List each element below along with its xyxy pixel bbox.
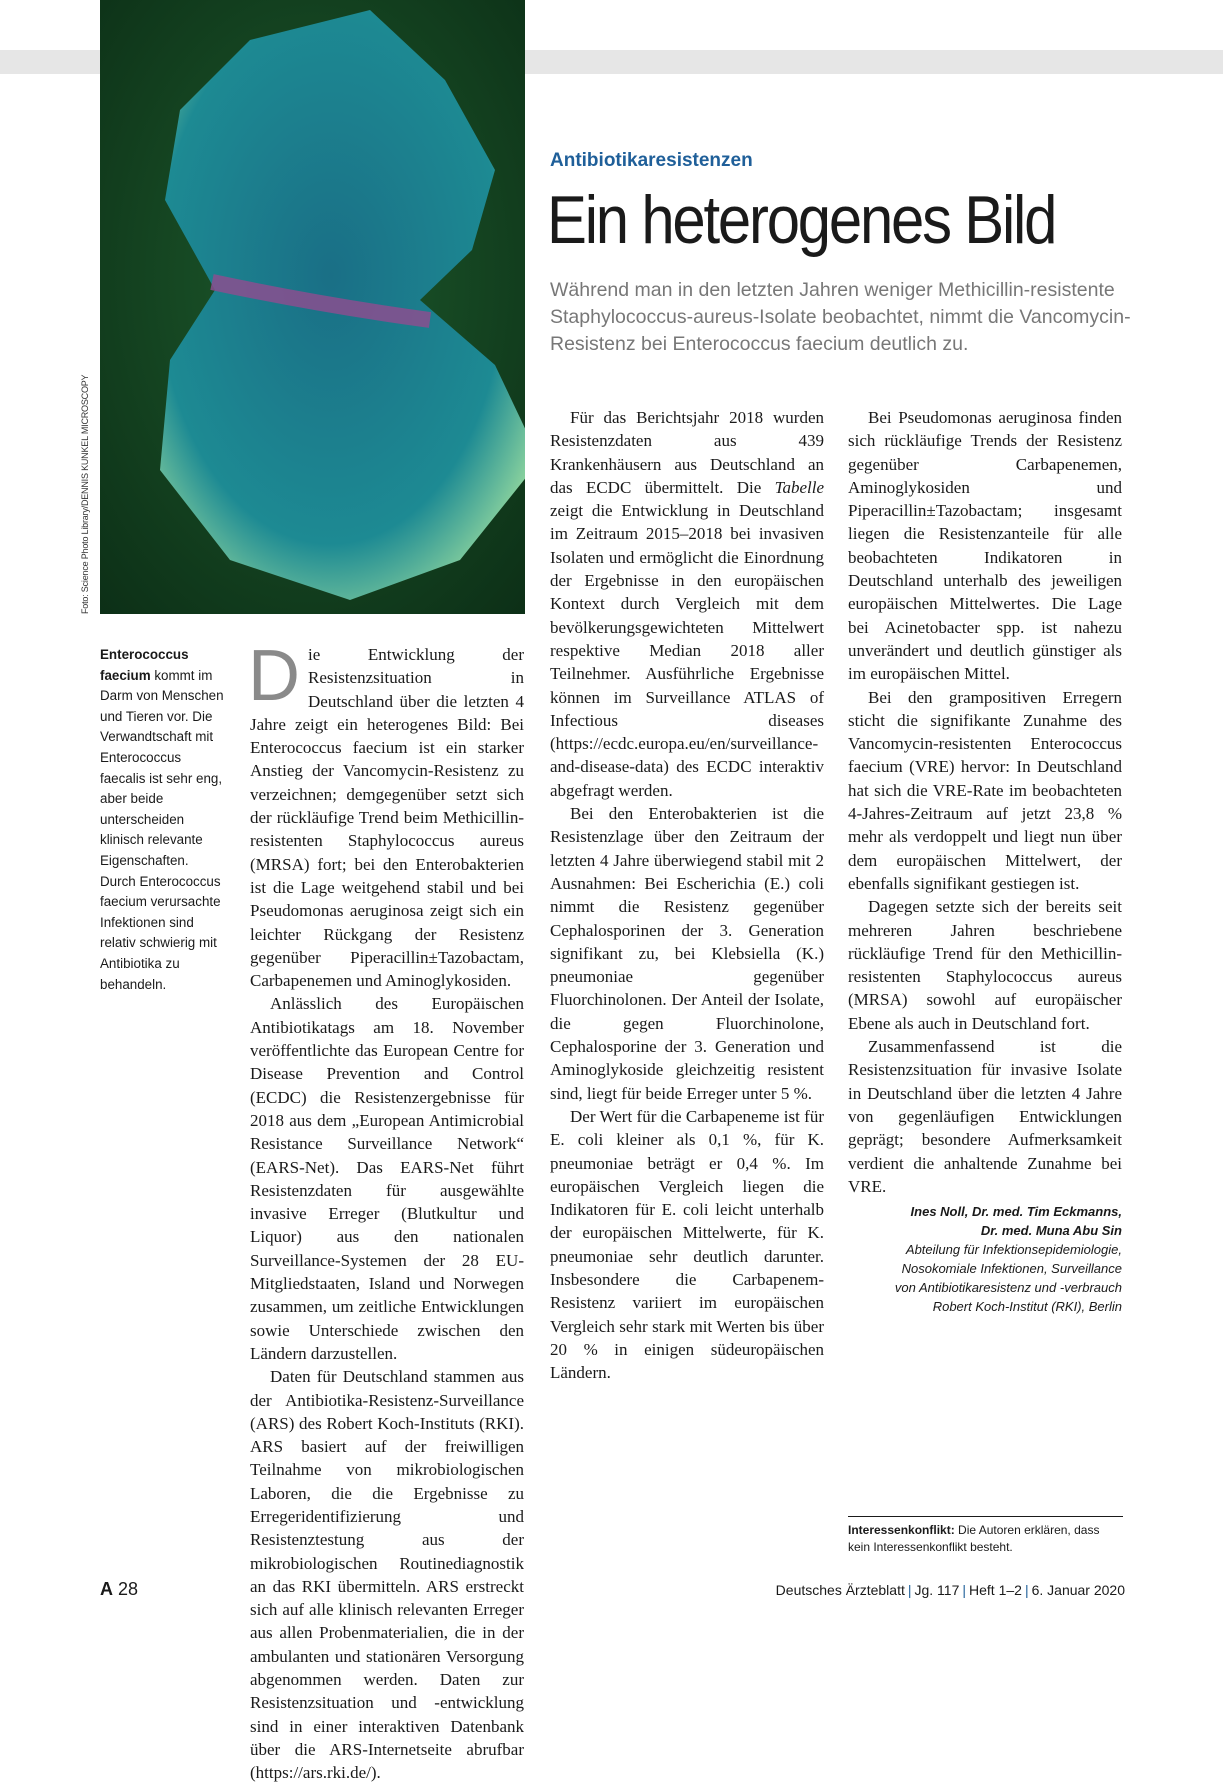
header-band-left bbox=[0, 50, 100, 74]
page-digits: 28 bbox=[118, 1579, 139, 1599]
journal-volume: Jg. 117 bbox=[914, 1582, 960, 1598]
conflict-of-interest bbox=[848, 1522, 1123, 1556]
article-kicker: Antibiotikaresistenzen bbox=[550, 150, 753, 171]
article-column-2 bbox=[550, 406, 824, 1384]
journal-issue: Heft 1–2 bbox=[969, 1582, 1022, 1598]
coi-divider bbox=[848, 1516, 1123, 1517]
paragraph-enterobakterien: Bei den Enterobakterien ist die Resistenzlage über den Zeitraum der letzten 4 Jahre überwiegend stabil mit 2 Ausnahmen: Bei Escherichia (E.) coli nimmt die Resistenz gegenüber Cephalosporinen der 3. Generation signifikant zu, bei Klebsiella (K.) pneumoniae gegenüber Fluorchinolonen. Der Anteil der Isolate, die gegen Fluorchinolone, Cephalosporine der 3. Generation und Aminoglykoside gleichzeitig resistent sind, liegt für beide Erreger unter 5 %. bbox=[550, 804, 824, 1103]
paragraph-berichtsjahr: Für das Berichtsjahr 2018 wurden Resistenzdaten aus 439 Krankenhäusern aus Deutschland an das ECDC übermittelt. Die Tabelle zeigt die Entwicklung in Deutschland im Zeitraum 2015–2018 bei invasiven Isolaten und ermöglicht die Einordnung der Ergebnisse in den europäischen Kontext durch Vergleich mit dem bevölkerungsgewichteten Mittelwert respektive Median 2018 aller Teilnehmer. Ausführliche Ergebnisse können im Surveillance ATLAS of Infectious diseases (https://ecdc.europa.eu/en/surveillance-and-disease-data) des ECDC interaktiv abgefragt werden. bbox=[550, 408, 824, 800]
coi-label: Interessenkonflikt: bbox=[848, 1523, 955, 1537]
page-number bbox=[100, 1579, 138, 1600]
article-title: Ein heterogenes Bild bbox=[547, 182, 1056, 258]
author-names-1: Ines Noll, Dr. med. Tim Eckmanns, bbox=[910, 1204, 1122, 1220]
paragraph-mrsa: Dagegen setzte sich der bereits seit mehreren Jahren beschriebene rückläufige Trend für den Methicillin-resistenten Staphylococcus aureus (MRSA) sowohl auf europäischer Ebene als auch in Deutschland fort. bbox=[848, 897, 1122, 1033]
table-reference: Tabelle bbox=[774, 477, 824, 497]
journal-date: 6. Januar 2020 bbox=[1031, 1582, 1125, 1598]
journal-footer: Deutsches Ärzteblatt | Jg. 117 | Heft 1–2 | 6. Januar 2020 bbox=[775, 1582, 1125, 1598]
caption-species: Enterococcus faecium bbox=[100, 647, 189, 683]
photo-caption bbox=[100, 645, 228, 995]
page-letter: A bbox=[100, 1579, 113, 1599]
bacteria-micrograph bbox=[100, 0, 525, 614]
caption-text: kommt im Darm von Menschen und Tieren vor. Die Verwandtschaft mit Enterococcus faecalis ist sehr eng, aber beide unterscheiden klinisch relevante Eigenschaften. Durch Enterococcus faecium verursachte Infektionen sind relativ schwierig mit Antibiotika zu behandeln. bbox=[100, 667, 224, 992]
paragraph-intro: Die Entwicklung der Resistenzsituation in Deutschland über die letzten 4 Jahre zeigt ein heterogenes Bild: Bei Enterococcus faecium ist ein starker Anstieg der Vancomycin-Resistenz zu verzeichnen; demgegenüber setzt sich der rückläufige Trend beim Methicillin-resistenten Staphylococcus aureus (MRSA) fort; bei den Enterobakterien ist die Lage weitgehend stabil und bei Pseudomonas aeruginosa zeigt sich ein leichter Rückgang der Resistenz gegenüber Piperacillin±Tazobactam, Carbapenemen und Aminoglykosiden. bbox=[248, 636, 524, 991]
paragraph-carbapeneme: Der Wert für die Carbapeneme ist für E. coli kleiner als 0,1 %, für K. pneumoniae beträgt er 0,4 %. Im europäischen Vergleich liegen die Indikatoren für E. coli leicht unterhalb der europäischen Mittelwerte, für K. pneumoniae sehr deutlich darunter. Insbesondere die Carbapenem-Resistenz variiert im europäischen Vergleich sehr stark mit Werten bis über 20 % in einigen südeuropäischen Ländern. bbox=[550, 1106, 824, 1383]
photo-credit: Foto: Science Photo Library/DENNIS KUNKEL MICROSCOPY bbox=[80, 374, 90, 614]
affiliation-1: Abteilung für Infektionsepidemiologie, bbox=[905, 1242, 1122, 1258]
article-column-1 bbox=[248, 636, 524, 1785]
header-band-right bbox=[525, 50, 1223, 74]
author-names-2: Dr. med. Muna Abu Sin bbox=[980, 1223, 1122, 1239]
paragraph-grampositiv: Bei den grampositiven Erregern sticht die signifikante Zunahme des Vancomycin-resistenten Enterococcus faecium (VRE) hervor: In Deutschland hat sich die VRE-Rate im beobachteten 4-Jahres-Zeitraum auf jetzt 23,8 % mehr als verdoppelt und liegt nun über dem europäischen Mittelwert, der ebenfalls signifikant gestiegen ist. bbox=[848, 687, 1122, 893]
affiliation-2: Nosokomiale Infektionen, Surveillance bbox=[901, 1261, 1122, 1277]
article-lead: Während man in den letzten Jahren weniger Methicillin-resistente Staphylococcus-aureus-Isolate beobachtet, nimmt die Vancomycin-Resistenz bei Enterococcus faecium deutlich zu. bbox=[550, 279, 1131, 355]
author-block bbox=[848, 1202, 1122, 1316]
coi-text: Die Autoren erklären, dass kein Interessenkonflikt besteht. bbox=[848, 1523, 1100, 1554]
article-column-3 bbox=[848, 406, 1122, 1316]
paragraph-pseudomonas: Bei Pseudomonas aeruginosa finden sich rückläufige Trends der Resistenz gegenüber Carbapenemen, Aminoglykosiden und Piperacillin±Tazobactam; insgesamt liegen die Resistenzanteile für alle beobachteten Indikatoren in Deutschland unterhalb des jeweiligen europäischen Mittelwertes. Die Lage bei Acinetobacter spp. ist nahezu unverändert und deutlich günstiger als im europäischen Mittel. bbox=[848, 408, 1122, 684]
paragraph-ecdc: Anlässlich des Europäischen Antibiotikatags am 18. November veröffentlichte das European Centre for Disease Prevention and Control (ECDC) die Resistenzergebnisse für 2018 aus dem „European Antimicrobial Resistance Surveillance Network“ (EARS-Net). Das EARS-Net führt Resistenzdaten für ausgewählte invasive Erreger (Blutkultur und Liquor) aus den nationalen Surveillance-Systemen der 28 EU-Mitgliedstaaten, Island und Norwegen zusammen, um zeitliche Entwicklungen sowie Unterschiede zwischen den Ländern darzustellen. bbox=[250, 994, 524, 1363]
paragraph-summary: Zusammenfassend ist die Resistenzsituation für invasive Isolate in Deutschland über die letzten 4 Jahre von gegenläufigen Entwicklungen geprägt; besondere Aufmerksamkeit verdient die anhaltende Zunahme bei VRE. bbox=[848, 1037, 1122, 1196]
paragraph-ars: Daten für Deutschland stammen aus der Antibiotika-Resistenz-Surveillance (ARS) des Robert Koch-Instituts (RKI). ARS basiert auf der freiwilligen Teilnahme von mikrobiologischen Laboren, die die Ergebnisse zu Erregeridentifizierung und Resistenztestung aus der mikrobiologischen Routinediagnostik an das RKI übermitteln. ARS erstreckt sich auf alle klinisch relevanten Erreger aus allen Probenmaterialien, die in der ambulanten und stationären Versorgung abgenommen werden. Daten zur Resistenzsituation und -entwicklung sind in einer interaktiven Datenbank über die ARS-Internetseite abrufbar (https://ars.rki.de/). bbox=[250, 1367, 524, 1783]
drop-cap: D bbox=[248, 636, 300, 716]
affiliation-4: Robert Koch-Institut (RKI), Berlin bbox=[932, 1299, 1122, 1315]
journal-name: Deutsches Ärzteblatt bbox=[775, 1582, 905, 1598]
affiliation-3: von Antibiotikaresistenz und -verbrauch bbox=[894, 1280, 1122, 1296]
